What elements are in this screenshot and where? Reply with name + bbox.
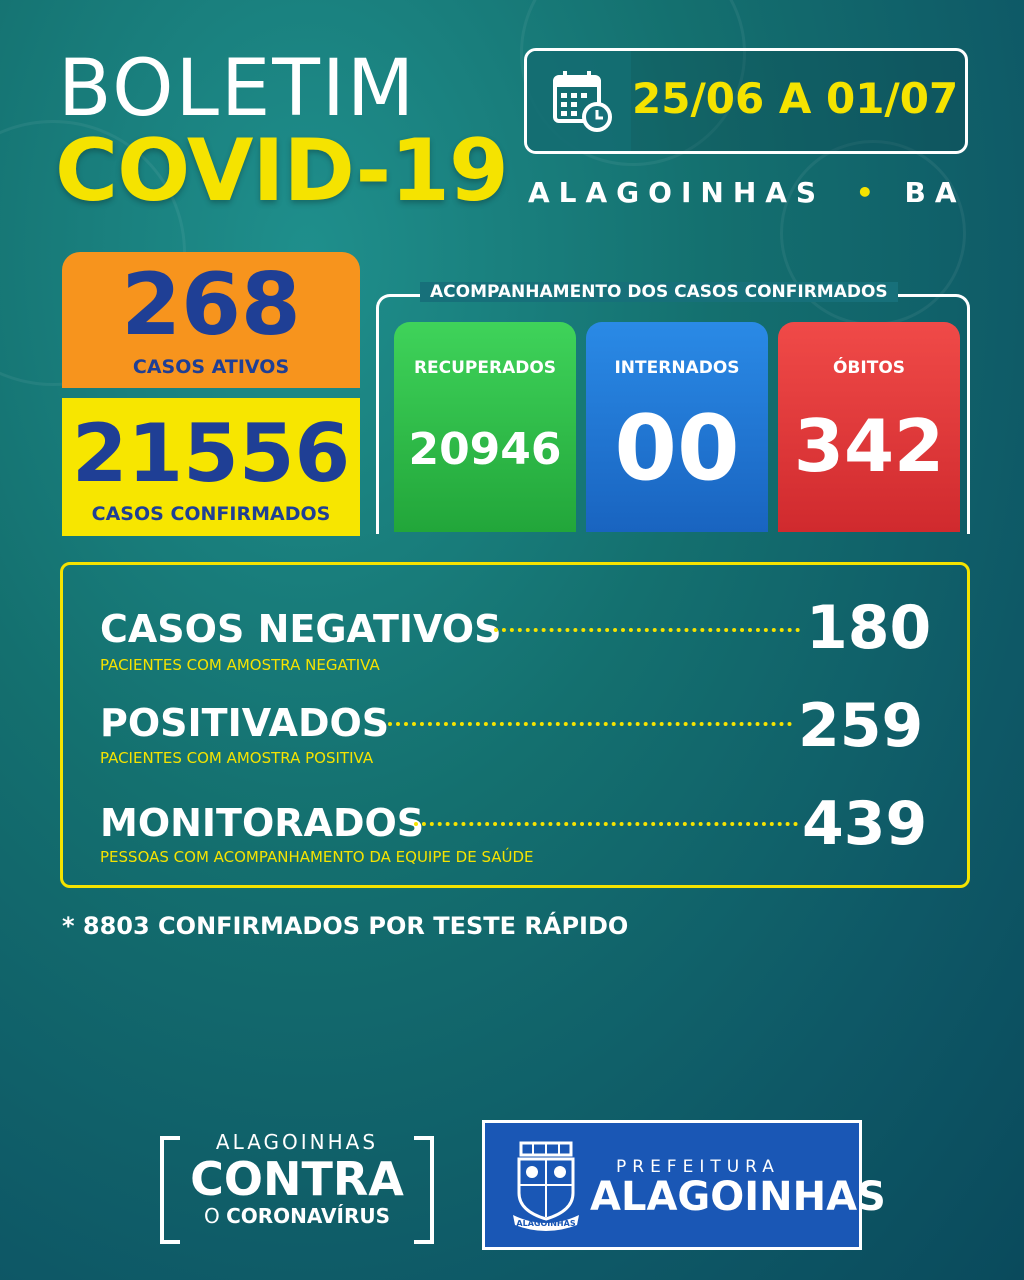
campaign-bottom-prefix: O	[203, 1204, 220, 1228]
monitored-value: 439	[802, 789, 928, 859]
monitored-subtitle: PESSOAS COM ACOMPANHAMENTO DA EQUIPE DE SAÚDE	[100, 848, 534, 866]
positive-cases-leader	[388, 722, 792, 726]
active-cases-label: CASOS ATIVOS	[132, 356, 290, 378]
location-state: BA	[904, 176, 966, 209]
campaign-bottom-word: CORONAVÍRUS	[226, 1204, 390, 1228]
location-city: ALAGOINHAS	[528, 176, 826, 209]
positive-cases-subtitle: PACIENTES COM AMOSTRA POSITIVA	[100, 749, 374, 767]
positive-cases-title: POSITIVADOS	[100, 701, 390, 745]
title-boletim: BOLETIM	[58, 44, 417, 134]
location-separator: •	[855, 176, 874, 209]
negative-cases-value: 180	[806, 593, 932, 663]
negative-cases-title: CASOS NEGATIVOS	[100, 607, 502, 651]
crest-banner-text: ALAGOINHAS	[516, 1219, 576, 1228]
calendar-cell	[527, 51, 631, 151]
recovered-label: RECUPERADOS	[413, 358, 557, 378]
confirmed-cases-label: CASOS CONFIRMADOS	[91, 503, 331, 525]
recovered-value: 20946	[408, 424, 562, 475]
prefeitura-name: ALAGOINHAS	[590, 1174, 886, 1220]
title-covid: COVID-19	[55, 121, 508, 221]
calendar-clock-icon	[527, 51, 631, 151]
monitored-leader	[414, 822, 798, 826]
deaths-value: 342	[793, 404, 945, 488]
confirmed-cases-value: 21556	[71, 407, 351, 500]
hospitalized-value: 00	[614, 396, 740, 501]
tracking-panel-title: ACOMPANHAMENTO DOS CASOS CONFIRMADOS	[420, 282, 898, 302]
campaign-bottom-text	[160, 1204, 434, 1228]
negative-cases-subtitle: PACIENTES COM AMOSTRA NEGATIVA	[100, 656, 380, 674]
date-range-text: 25/06 A 01/07	[632, 74, 959, 123]
positive-cases-value: 259	[798, 691, 924, 761]
deaths-label: ÓBITOS	[832, 358, 906, 378]
monitored-title: MONITORADOS	[100, 801, 425, 845]
hospitalized-label: INTERNADOS	[614, 358, 740, 378]
negative-cases-leader	[494, 628, 800, 632]
location-line	[528, 176, 966, 209]
rapid-test-footnote: * 8803 CONFIRMADOS POR TESTE RÁPIDO	[62, 912, 629, 940]
prefeitura-label: PREFEITURA	[616, 1157, 780, 1177]
campaign-top-text: ALAGOINHAS	[215, 1130, 379, 1154]
active-cases-value: 268	[121, 255, 301, 355]
campaign-main-text: CONTRA	[190, 1152, 404, 1206]
